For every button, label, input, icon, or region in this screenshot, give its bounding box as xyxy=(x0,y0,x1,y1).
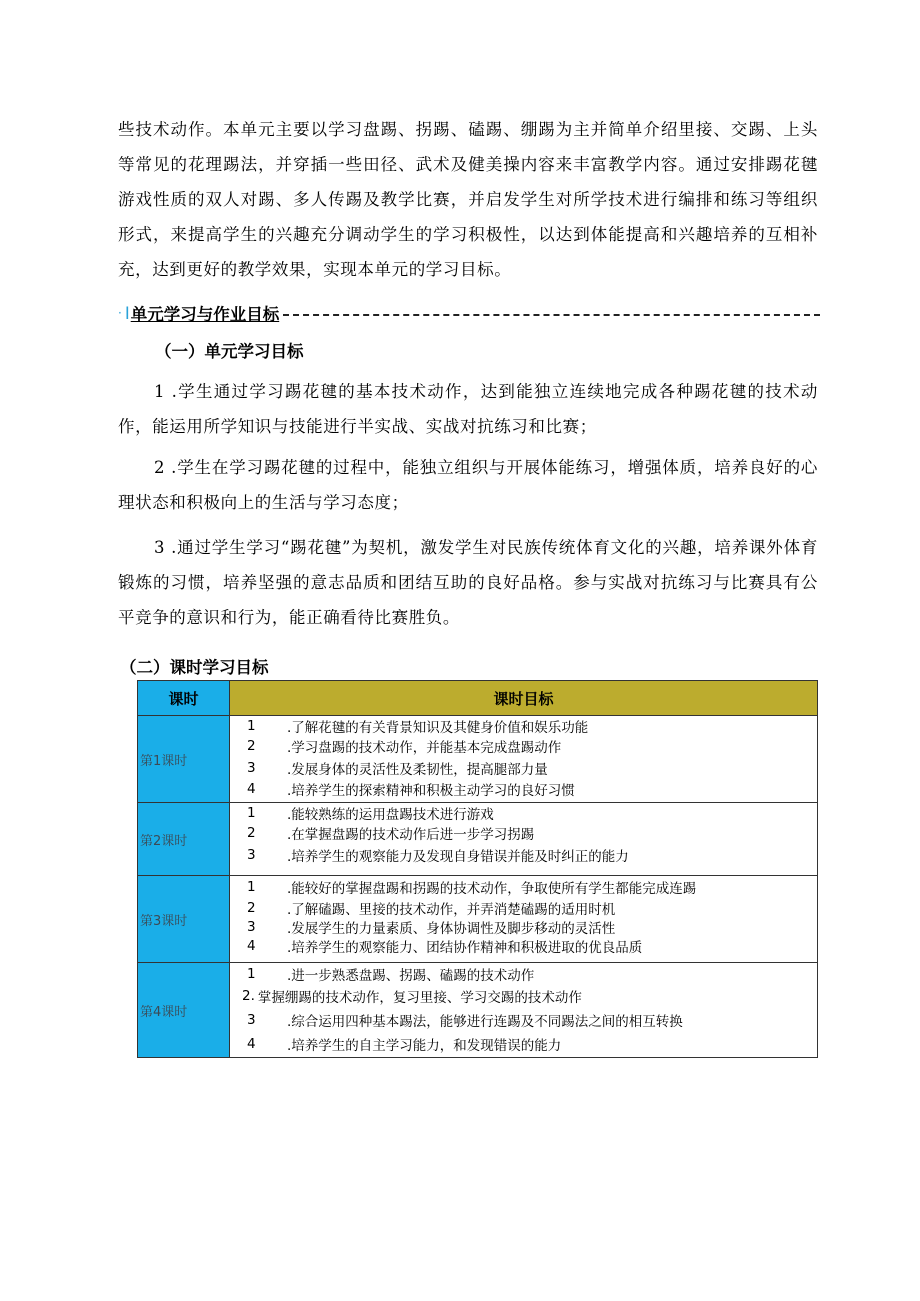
table-header-row xyxy=(138,681,818,716)
section-title: 单元学习与作业目标 xyxy=(130,305,280,324)
header-goals: 课时目标 xyxy=(230,681,818,716)
unit-goals-heading: （一）单元学习目标 xyxy=(155,342,304,361)
lesson-name: 第2课时 xyxy=(138,803,230,876)
unit-goal-item: 3 .通过学生学习“踢花毽”为契机，激发学生对民族传统体育文化的兴趣，培养课外体育锻炼的习惯，培养坚强的意志品质和团结互助的良好品格。参与实战对抗练习与比赛具有公平竞争的意识和行为，能正确看待比赛胜负。 xyxy=(118,538,818,627)
goal-item: 1 .能较好的掌握盘踢和拐踢的技术动作，争取使所有学生都能完成连踢 xyxy=(247,879,697,897)
goal-item: 1 .能较熟练的运用盘踢技术进行游戏 xyxy=(247,804,494,823)
lesson-name: 第4课时 xyxy=(138,963,230,1058)
lesson-goals-heading: （二）课时学习目标 xyxy=(120,658,269,677)
unit-goal-item: 2 .学生在学习踢花毽的过程中，能独立组织与开展体能练习，增强体质，培养良好的心理状态和积极向上的生活与学习态度； xyxy=(118,458,818,512)
goal-item: 1 .进一步熟悉盘踢、拐踢、磕踢的技术动作 xyxy=(247,966,535,984)
lesson-name: 第3课时 xyxy=(138,876,230,963)
lesson-goals xyxy=(230,803,818,876)
goal-item: 1 .了解花毽的有关背景知识及其健身价值和娱乐功能 xyxy=(247,717,589,736)
goal-item: 3 .综合运用四种基本踢法，能够进行连踢及不同踢法之间的相互转换 xyxy=(247,1012,683,1030)
dashed-leader xyxy=(283,314,820,316)
section-marker: · xyxy=(118,306,122,320)
table-row xyxy=(138,876,818,963)
goal-item: 3 .培养学生的观察能力及发现自身错误并能及时纠正的能力 xyxy=(247,847,629,865)
goal-item: 4 .培养学生的观察能力、团结协作精神和积极进取的优良品质 xyxy=(247,937,643,956)
goal-item: 2. 掌握绷踢的技术动作，复习里接、学习交踢的技术动作 xyxy=(242,988,582,1006)
lesson-goals-table xyxy=(137,680,818,1058)
header-lesson: 课时 xyxy=(138,681,230,716)
goal-item: 2 .在掌握盘踢的技术动作后进一步学习拐踢 xyxy=(247,825,535,843)
goal-item: 2 .学习盘踢的技术动作，并能基本完成盘踢动作 xyxy=(247,738,562,756)
lesson-goals xyxy=(230,716,818,803)
table-row xyxy=(138,963,818,1058)
lesson-goals xyxy=(230,963,818,1058)
section-bar: I xyxy=(124,303,130,323)
goal-item: 3 .发展学生的力量素质、身体协调性及脚步移动的灵活性 xyxy=(247,918,616,937)
lesson-goals xyxy=(230,876,818,963)
section-heading xyxy=(118,300,820,326)
lesson-name: 第1课时 xyxy=(138,716,230,803)
table-row xyxy=(138,803,818,876)
table-row xyxy=(138,716,818,803)
intro-paragraph: 些技术动作。本单元主要以学习盘踢、拐踢、磕踢、绷踢为主并简单介绍里接、交踢、上头等常见的花理踢法，并穿插一些田径、武术及健美操内容来丰富教学内容。通过安排踢花毽游戏性质的双人对踢、多人传踢及教学比赛，并启发学生对所学技术进行编排和练习等组织形式，来提高学生的兴趣充分调动学生的学习积极性，以达到体能提高和兴趣培养的互相补充，达到更好的教学效果，实现本单元的学习目标。 xyxy=(118,120,818,279)
goal-item: 3 .发展身体的灵活性及柔韧性，提高腿部力量 xyxy=(247,760,548,778)
goal-item: 4 .培养学生的自主学习能力，和发现错误的能力 xyxy=(247,1036,562,1054)
unit-goal-item: 1 .学生通过学习踢花毽的基本技术动作，达到能独立连续地完成各种踢花毽的技术动作，能运用所学知识与技能进行半实战、实战对抗练习和比赛； xyxy=(118,382,818,436)
goal-item: 4 .培养学生的探索精神和积极主动学习的良好习惯 xyxy=(247,780,575,799)
goal-item: 2 .了解磕踢、里接的技术动作，并弄消楚磕踢的适用时机 xyxy=(247,899,616,918)
